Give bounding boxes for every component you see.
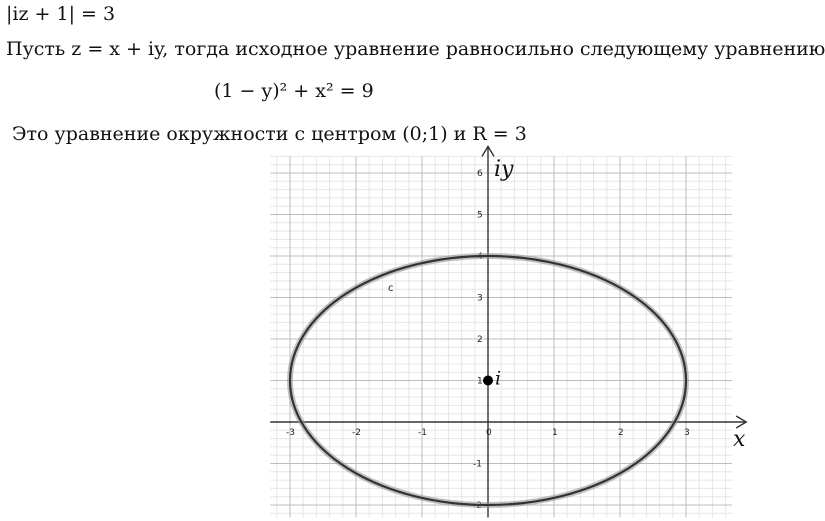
x-tick-label: 1	[552, 428, 558, 438]
y-tick-label: 2	[477, 335, 483, 345]
x-tick-label: -3	[286, 428, 295, 438]
conclusion-line: Это уравнение окружности с центром (0;1) и R = 3	[12, 123, 527, 145]
x-tick-label: 3	[684, 428, 690, 438]
transformed-equation: (1 − y)² + x² = 9	[214, 80, 374, 102]
y-tick-label: 5	[477, 210, 483, 221]
x-tick-label: 2	[618, 428, 624, 438]
point-i	[483, 376, 493, 386]
x-tick-label: -1	[418, 428, 427, 438]
y-tick-label: -1	[473, 459, 482, 470]
y-tick-label: 4	[477, 252, 483, 262]
y-tick-label: 3	[477, 293, 483, 304]
equation-line: |iz + 1| = 3	[6, 3, 116, 25]
y-tick-label: 1	[477, 376, 483, 387]
x-tick-label: -2	[352, 428, 361, 438]
substitution-line: Пусть z = x + iy, тогда исходное уравнение равносильно следующему уравнению	[6, 38, 825, 60]
x-tick-label: 0	[486, 428, 492, 438]
x-axis-label: x	[733, 427, 746, 452]
point-label: i	[495, 367, 502, 390]
y-tick-label: -2	[473, 501, 482, 511]
y-tick-label: 6	[477, 169, 483, 179]
y-axis-label: iy	[494, 157, 514, 182]
curve-label: c	[388, 283, 394, 294]
